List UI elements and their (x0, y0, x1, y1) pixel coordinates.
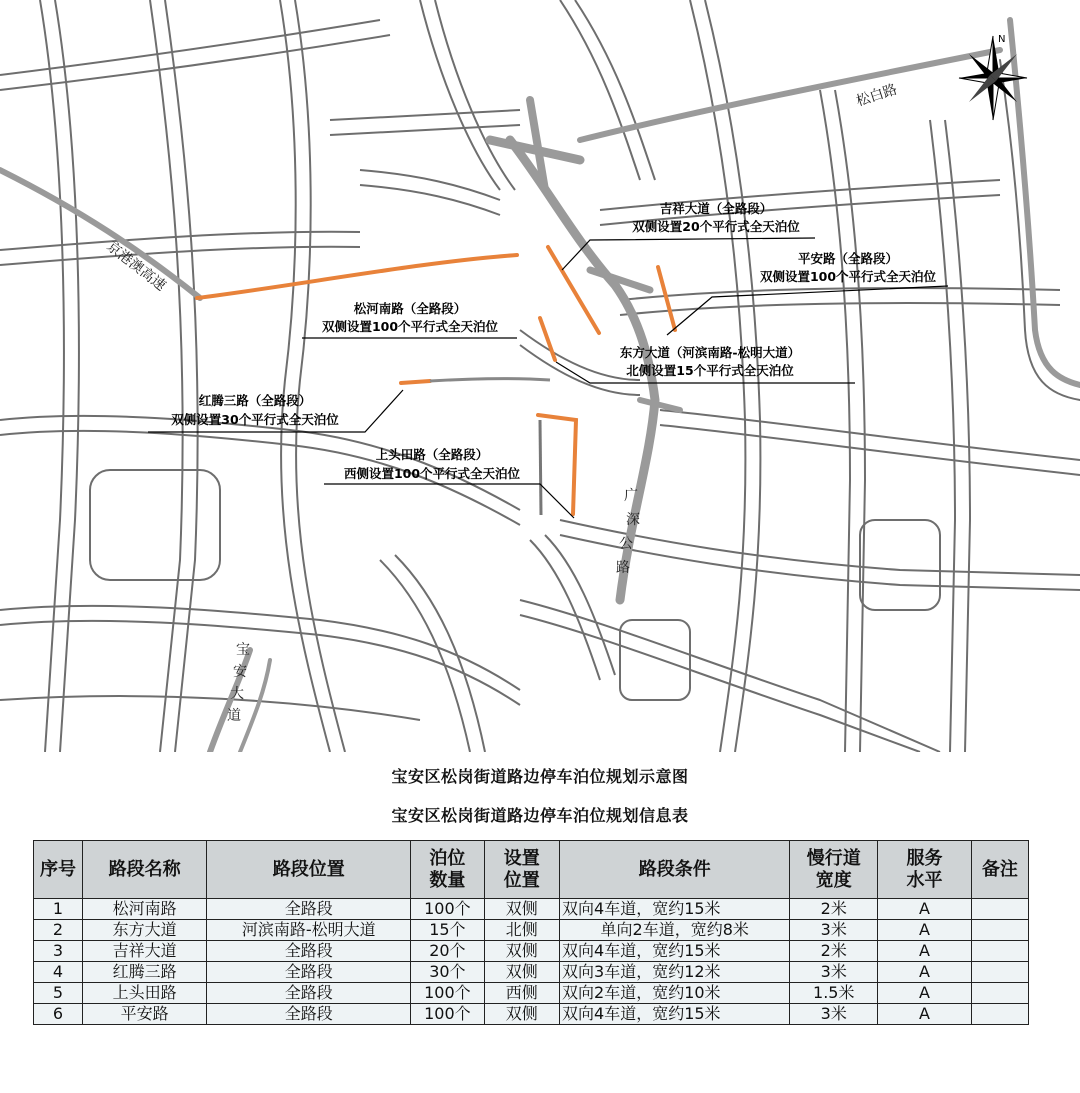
svg-text:双侧设置100个平行式全天泊位: 双侧设置100个平行式全天泊位 (759, 269, 937, 284)
cell-count: 20个 (411, 941, 484, 962)
cell-condition: 单向2车道，宽约8米 (560, 920, 790, 941)
parking-info-table (33, 840, 1029, 1025)
cell-location: 全路段 (207, 962, 411, 983)
svg-text:西侧设置100个平行式全天泊位: 西侧设置100个平行式全天泊位 (343, 466, 521, 481)
cell-side: 双侧 (484, 962, 559, 983)
cell-condition: 双向4车道，宽约15米 (560, 899, 790, 920)
svg-text:深: 深 (626, 512, 640, 528)
cell-service: A (878, 920, 972, 941)
cell-remark (971, 899, 1028, 920)
cell-condition: 双向4车道，宽约15米 (560, 1004, 790, 1025)
table-title: 宝安区松岗街道路边停车泊位规划信息表 (391, 806, 689, 825)
road-label-jinggang: 京港澳高速 (103, 238, 169, 295)
table-row (34, 983, 1029, 1004)
svg-text:上头田路（全路段）: 上头田路（全路段） (375, 447, 489, 462)
svg-text:松河南路（全路段）: 松河南路（全路段） (353, 301, 467, 316)
table-row (34, 1004, 1029, 1025)
cell-count: 100个 (411, 899, 484, 920)
svg-text:大: 大 (230, 686, 244, 702)
cell-remark (971, 941, 1028, 962)
cell-side: 双侧 (484, 899, 559, 920)
cell-name: 红腾三路 (82, 962, 206, 983)
cell-condition: 双向4车道，宽约15米 (560, 941, 790, 962)
cell-slow-lane: 2米 (790, 941, 878, 962)
svg-text:广: 广 (624, 488, 638, 504)
header-location: 路段位置 (207, 841, 411, 899)
header-side: 设置 位置 (484, 841, 559, 899)
svg-text:北侧设置15个平行式全天泊位: 北侧设置15个平行式全天泊位 (626, 363, 794, 378)
cell-count: 15个 (411, 920, 484, 941)
cell-location: 全路段 (207, 941, 411, 962)
svg-text:双侧设置20个平行式全天泊位: 双侧设置20个平行式全天泊位 (632, 219, 800, 234)
cell-name: 松河南路 (82, 899, 206, 920)
cell-name: 吉祥大道 (82, 941, 206, 962)
svg-text:平安路（全路段）: 平安路（全路段） (797, 251, 899, 266)
cell-slow-lane: 3米 (790, 920, 878, 941)
cell-remark (971, 983, 1028, 1004)
cell-service: A (878, 899, 972, 920)
cell-service: A (878, 983, 972, 1004)
header-no: 序号 (34, 841, 83, 899)
cell-remark (971, 1004, 1028, 1025)
cell-location: 全路段 (207, 899, 411, 920)
svg-text:双侧设置100个平行式全天泊位: 双侧设置100个平行式全天泊位 (321, 319, 499, 334)
cell-no: 1 (34, 899, 83, 920)
cell-slow-lane: 2米 (790, 899, 878, 920)
cell-remark (971, 962, 1028, 983)
cell-slow-lane: 3米 (790, 1004, 878, 1025)
cell-no: 3 (34, 941, 83, 962)
segment-hongteng (401, 381, 430, 383)
cell-no: 2 (34, 920, 83, 941)
cell-condition: 双向2车道，宽约10米 (560, 983, 790, 1004)
table-row (34, 962, 1029, 983)
svg-text:N: N (998, 34, 1006, 45)
header-name: 路段名称 (82, 841, 206, 899)
cell-service: A (878, 1004, 972, 1025)
svg-text:宝: 宝 (236, 642, 250, 658)
svg-text:红腾三路（全路段）: 红腾三路（全路段） (198, 393, 312, 408)
header-condition: 路段条件 (560, 841, 790, 899)
cell-no: 4 (34, 962, 83, 983)
table-row (34, 941, 1029, 962)
cell-location: 全路段 (207, 983, 411, 1004)
cell-slow-lane: 1.5米 (790, 983, 878, 1004)
header-remark: 备注 (971, 841, 1028, 899)
cell-count: 30个 (411, 962, 484, 983)
svg-text:安: 安 (233, 664, 247, 680)
svg-text:路: 路 (616, 560, 630, 576)
map-title: 宝安区松岗街道路边停车泊位规划示意图 (391, 767, 689, 786)
table-row (34, 920, 1029, 941)
cell-name: 东方大道 (82, 920, 206, 941)
cell-slow-lane: 3米 (790, 962, 878, 983)
cell-side: 双侧 (484, 1004, 559, 1025)
cell-no: 5 (34, 983, 83, 1004)
svg-text:吉祥大道（全路段）: 吉祥大道（全路段） (659, 201, 773, 216)
svg-text:双侧设置30个平行式全天泊位: 双侧设置30个平行式全天泊位 (171, 412, 339, 427)
cell-location: 全路段 (207, 1004, 411, 1025)
cell-remark (971, 920, 1028, 941)
header-service: 服务 水平 (878, 841, 972, 899)
table-header-row (34, 841, 1029, 899)
svg-text:东方大道（河滨南路-松明大道）: 东方大道（河滨南路-松明大道） (619, 345, 801, 360)
svg-text:道: 道 (227, 708, 241, 724)
cell-count: 100个 (411, 1004, 484, 1025)
cell-no: 6 (34, 1004, 83, 1025)
svg-text:公: 公 (619, 536, 633, 552)
cell-count: 100个 (411, 983, 484, 1004)
cell-name: 平安路 (82, 1004, 206, 1025)
header-count: 泊位 数量 (411, 841, 484, 899)
cell-location: 河滨南路-松明大道 (207, 920, 411, 941)
header-slow-lane: 慢行道 宽度 (790, 841, 878, 899)
road-label-songbai: 松白路 (854, 81, 900, 110)
cell-service: A (878, 941, 972, 962)
table-row (34, 899, 1029, 920)
cell-side: 西侧 (484, 983, 559, 1004)
cell-side: 双侧 (484, 941, 559, 962)
cell-side: 北侧 (484, 920, 559, 941)
cell-name: 上头田路 (82, 983, 206, 1004)
cell-service: A (878, 962, 972, 983)
cell-condition: 双向3车道，宽约12米 (560, 962, 790, 983)
